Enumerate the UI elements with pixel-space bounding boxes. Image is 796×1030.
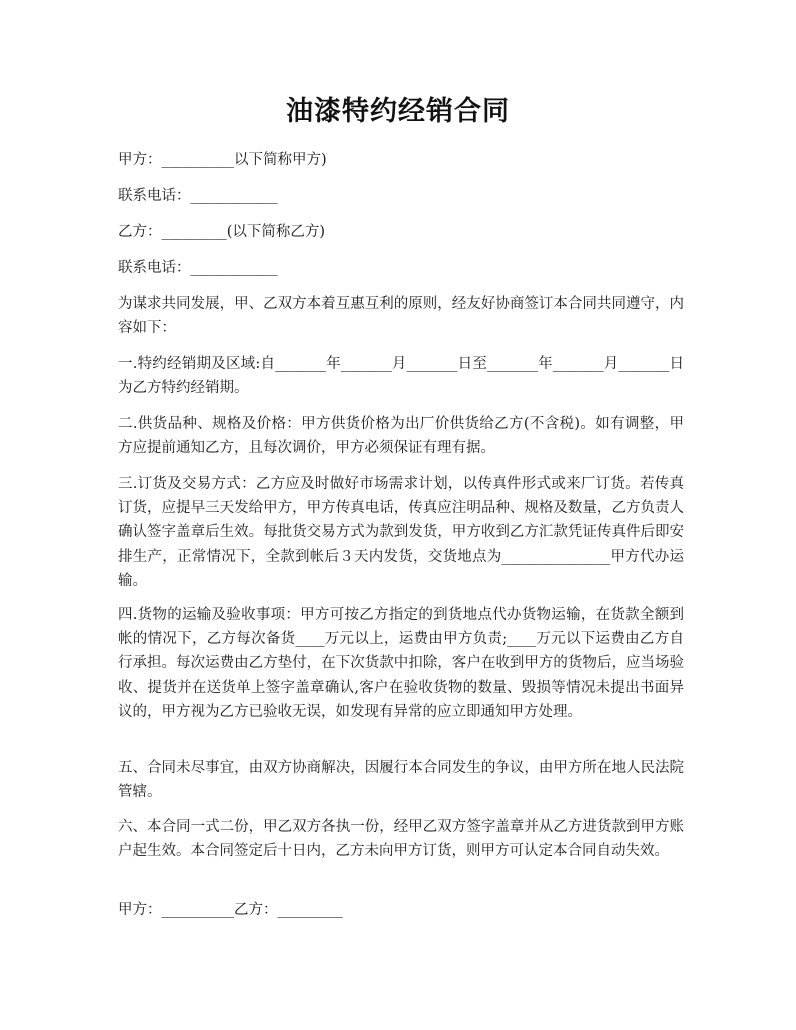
clause-3-paragraph: 三.订货及交易方式：乙方应及时做好市场需求计划，以传真件形式或来厂订货。若传真订货，应提早三天发给甲方，甲方传真电话，传真应注明品种、规格及数量，乙方负责人确认签字盖章后生效。每批货交易方式为款到发货，甲方收到乙方汇款凭证传真件后即安排生产，正常情况下，全款到帐后３天内发货，交货地点为_______________甲方代办运输。 (118, 476, 684, 589)
party-a-line: 甲方：__________以下简称甲方) (118, 152, 327, 168)
signature-line: 甲方：__________乙方：_________ (118, 902, 343, 918)
clause-5-paragraph: 五、合同未尽事宜，由双方协商解决，因履行本合同发生的争议，由甲方所在地人民法院管辖。 (118, 760, 684, 801)
party-b-line: 乙方：_________(以下简称乙方) (118, 224, 326, 240)
clause-2-paragraph: 二.供货品种、规格及价格：甲方供货价格为出厂价供货给乙方(不含税)。如有调整，甲方应提前通知乙方，且每次调价，甲方必须保证有理有据。 (118, 416, 684, 457)
document-title: 油漆特约经销合同 (286, 96, 510, 127)
clause-1-paragraph: 一.特约经销期及区域:自_______年_______月_______日至_______年_______月_______日为乙方特约经销期。 (118, 356, 684, 397)
phone-b-line: 联系电话：____________ (118, 260, 278, 276)
clause-6-paragraph: 六、本合同一式二份，甲乙双方各执一份，经甲乙双方签字盖章并从乙方进货款到甲方账户起生效。本合同签定后十日内，乙方未向甲方订货，则甲方可认定本合同自动失效。 (118, 819, 684, 860)
intro-paragraph: 为谋求共同发展，甲、乙双方本着互惠互利的原则，经友好协商签订本合同共同遵守，内容如下： (118, 296, 684, 337)
phone-a-line: 联系电话：____________ (118, 188, 278, 204)
clause-4-paragraph: 四.货物的运输及验收事项：甲方可按乙方指定的到货地点代办货物运输，在货款全额到帐的情况下，乙方每次备货____万元以上，运费由甲方负责;____万元以下运费由乙方自行承担。每次运费由乙方垫付，在下次货款中扣除，客户在收到甲方的货物后，应当场验收、提货并在送货单上签字盖章确认,客户在验收货物的数量、毁损等情况未提出书面异议的，甲方视为乙方已验收无误，如发现有异常的应立即通知甲方处理。 (118, 607, 684, 720)
